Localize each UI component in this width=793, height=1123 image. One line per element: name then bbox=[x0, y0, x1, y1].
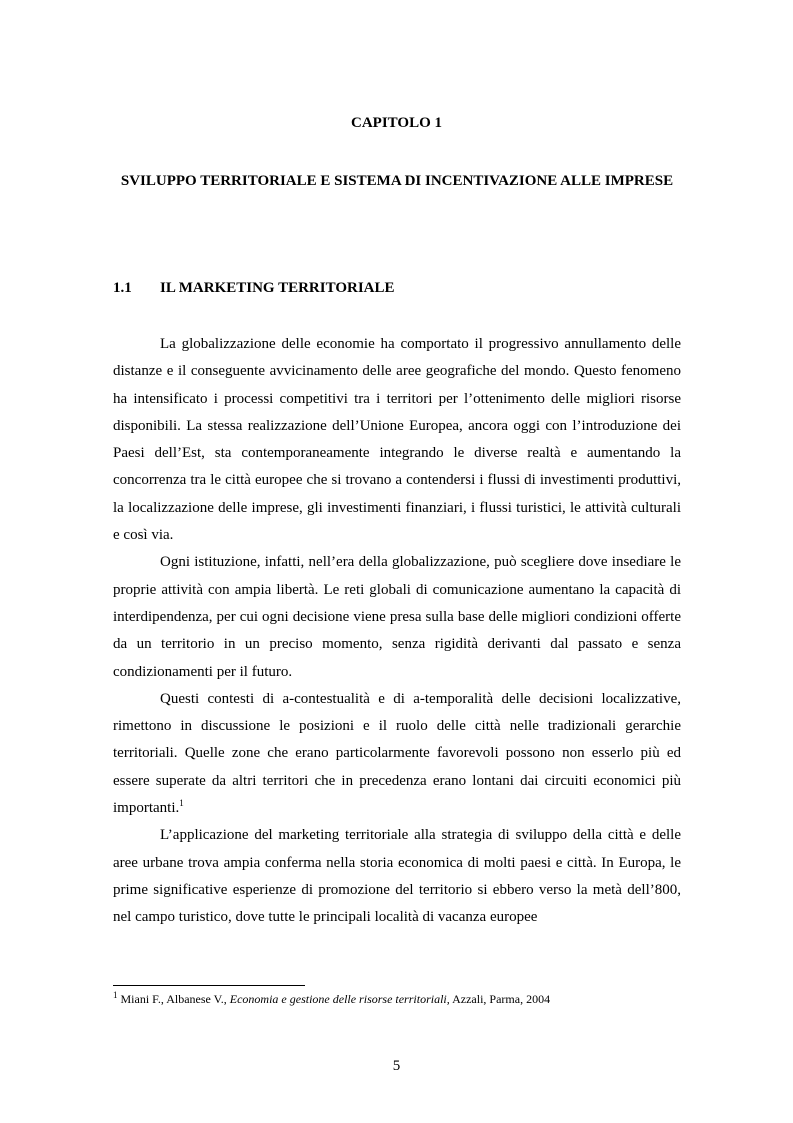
section-title: IL MARKETING TERRITORIALE bbox=[160, 280, 395, 296]
footnote bbox=[113, 992, 693, 1007]
footnote-reference: 1 bbox=[179, 798, 184, 809]
paragraph-text: Questi contesti di a-contestualità e di a-temporalità delle decisioni localizzative, rimettono in discussione le posizioni e il ruolo delle città nelle tradizionali gerarchie territoriali. Quelle zone che erano particolarmente favorevoli possono non esserlo più ed essere superate da altri territori che in precedenza erano lontani dai circuiti economici più importanti. bbox=[113, 690, 681, 817]
paragraph-text: Ogni istituzione, infatti, nell’era della globalizzazione, può scegliere dove insediare le proprie attività con ampia libertà. Le reti globali di comunicazione aumentano la capacità di interdipendenza, per cui ogni decisione viene presa sulla base delle migliori condizioni offerte da un territorio in un preciso momento, senza rigidità derivanti dal passato e senza condizionamenti per il futuro. bbox=[113, 554, 681, 680]
footnote-divider bbox=[113, 985, 305, 986]
paragraph: La globalizzazione delle economie ha comportato il progressivo annullamento delle distanze e il conseguente avvicinamento delle aree geografiche del mondo. Questo fenomeno ha intensificato i processi competitivi tra i territori per l’ottenimento delle migliori risorse disponibili. La stessa realizzazione dell’Unione Europea, ancora oggi con l’introduzione dei Paesi dell’Est, sta contemporaneamente integrando le diverse realtà e aumentando la concorrenza tra le città europee che si trovano a contendersi i flussi di investimenti produttivi, la localizzazione delle imprese, gli investimenti finanziari, i flussi turistici, le attività culturali e così via. bbox=[113, 336, 681, 544]
footnote-marker: 1 bbox=[113, 990, 118, 1000]
paragraph: L’applicazione del marketing territoriale alla strategia di sviluppo della città e delle aree urbane trova ampia conferma nella storia economica di molti paesi e città. In Europa, le prime significative esperienze di promozione del territorio si ebbero verso la metà dell’800, nel campo turistico, dove tutte le principali località di vacanza europee bbox=[113, 827, 681, 926]
chapter-label: CAPITOLO 1 bbox=[351, 115, 442, 131]
footnote-publisher: Azzali, Parma, 2004 bbox=[452, 992, 551, 1006]
page-number: 5 bbox=[392, 1058, 401, 1074]
body-text bbox=[113, 331, 681, 932]
chapter-title: SVILUPPO TERRITORIALE E SISTEMA DI INCENTIVAZIONE ALLE IMPRESE bbox=[120, 173, 674, 189]
section-number: 1.1 bbox=[113, 280, 132, 296]
section-heading bbox=[113, 280, 395, 297]
paragraph bbox=[113, 686, 681, 822]
footnote-title: Economia e gestione delle risorse territoriali, bbox=[229, 992, 450, 1006]
paragraph bbox=[113, 549, 681, 685]
footnote-authors: Miani F., Albanese V., bbox=[120, 992, 227, 1006]
